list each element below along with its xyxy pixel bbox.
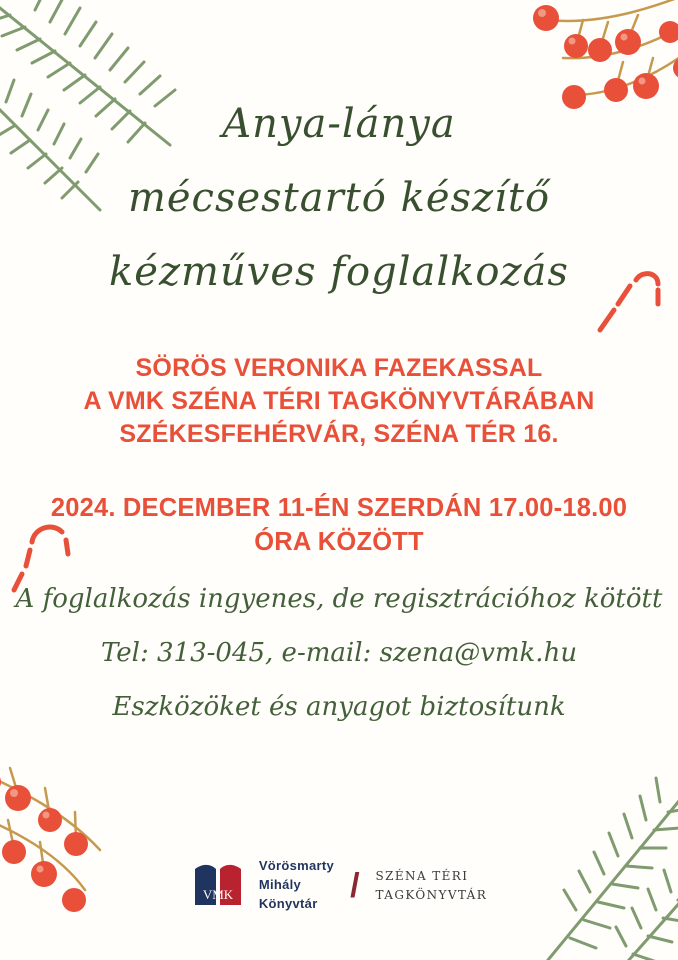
venue-block	[0, 352, 678, 451]
branch-name-line-2: TAGKÖNYVTÁR	[375, 887, 488, 902]
svg-text:VMK: VMK	[202, 886, 233, 902]
library-name	[259, 857, 334, 914]
date-block	[0, 492, 678, 559]
info-line-materials: Eszközöket és anyagot biztosítunk	[112, 692, 566, 722]
venue-line-3: SZÉKESFEHÉRVÁR, SZÉNA TÉR 16.	[119, 420, 559, 448]
library-name-line-1: Vörösmarty	[258, 858, 335, 874]
date-line-1: 2024. DECEMBER 11-ÉN SZERDÁN 17.00-18.00	[50, 494, 628, 522]
logo-separator: /	[350, 866, 360, 905]
info-line-contact: Tel: 313-045, e-mail: szena@vmk.hu	[100, 638, 578, 668]
venue-line-2: A VMK SZÉNA TÉRI TAGKÖNYVTÁRÁBAN	[83, 387, 595, 415]
title-line-1: Anya-lánya	[222, 101, 456, 147]
vmk-book-logo-icon	[191, 859, 245, 913]
date-line-2: ÓRA KÖZÖTT	[254, 527, 424, 556]
library-name-line-2: Mihály	[258, 877, 302, 893]
title-line-2: mécsestartó készítő	[127, 175, 551, 221]
info-line-registration: A foglalkozás ingyenes, de regisztrációhoz kötött	[15, 584, 663, 614]
branch-name-line-1: SZÉNA TÉRI	[375, 868, 469, 883]
info-block	[0, 586, 678, 720]
footer-logo-area	[0, 857, 678, 914]
poster-title	[0, 101, 678, 295]
venue-line-1: SÖRÖS VERONIKA FAZEKASSAL	[135, 354, 543, 382]
branch-name	[376, 867, 488, 905]
library-name-line-3: Könyvtár	[258, 896, 318, 912]
berry-branch-bottom-left-icon	[0, 760, 170, 950]
title-line-3: kézműves foglalkozás	[109, 249, 569, 295]
